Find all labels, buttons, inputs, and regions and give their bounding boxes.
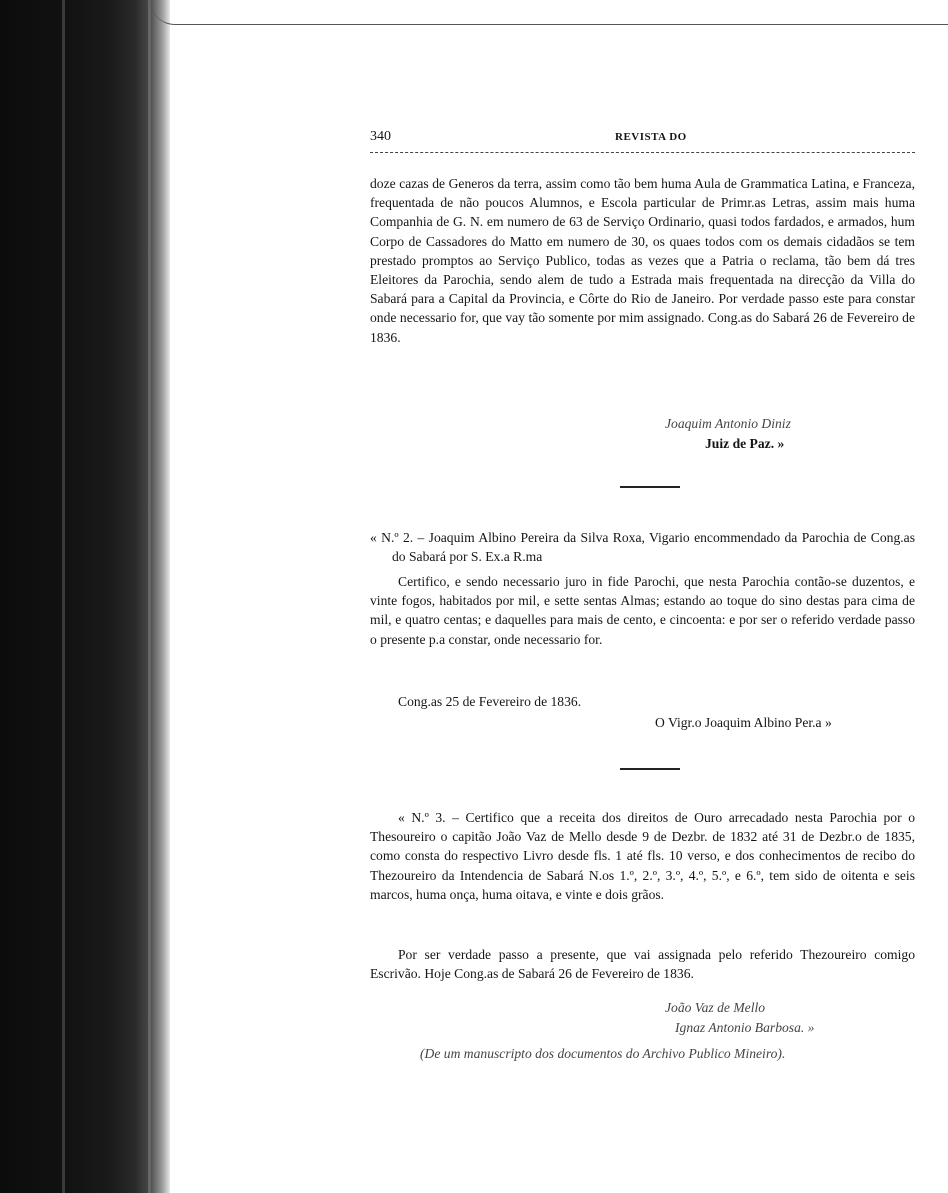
doc3-body-continued: Por ser verdade passo a presente, que vai assignada pelo referido Thezoureiro comigo Escrivão. Hoje Cong.as de Sabará 26 de Fevereiro de 1836. <box>370 947 915 982</box>
doc2-heading: « N.º 2. – Joaquim Albino Pereira da Silva Roxa, Vigario encommendado da Parochia de Cong.as do Sabará por S. Ex.a R.ma <box>370 530 915 565</box>
source-note: (De um manuscripto dos documentos do Archivo Publico Mineiro). <box>420 1046 786 1061</box>
doc2-signature: O Vigr.o Joaquim Albino Per.a » <box>655 715 832 730</box>
doc3-signature-2: Ignaz Antonio Barbosa. » <box>675 1020 815 1035</box>
doc3-body: « N.º 3. – Certifico que a receita dos direitos de Ouro arrecadado nesta Parochia por o Thesoureiro o capitão João Vaz de Mello desde 9 de Dezbr. de 1832 até 31 de Dezbr.o de 1835, como consta do respectivo Livro desde fls. 1 até fls. 10 verso, e dos conhecimentos de recibo do Thezoureiro da Intendencia de Sabará N.os 1.º, 2.º, 3.º, 4.º, 5.º, e 6.º, tem sido de oitenta e seis marcos, huma onça, huma oitava, e vinte e dois grãos. <box>370 810 915 902</box>
section-separator <box>620 486 680 488</box>
gutter-streak <box>62 0 65 1193</box>
gutter-streak <box>148 0 151 1193</box>
running-header <box>370 129 915 149</box>
page-number: 340 <box>370 129 391 144</box>
book-gutter-shadow <box>0 0 170 1193</box>
page <box>370 0 915 1193</box>
doc1-signature-title: Juiz de Paz. » <box>705 436 785 451</box>
header-rule <box>370 152 915 153</box>
running-title: REVISTA DO <box>615 131 687 143</box>
doc1-body: doze cazas de Generos da terra, assim como tão bem huma Aula de Grammatica Latina, e Franceza, frequentada de não poucos Alumnos, e Escola particular de Primr.as Letras, assim mais huma Companhia de G. N. em numero de 63 de Serviço Ordinario, quasi todos fardados, e armados, hum Corpo de Cassadores do Matto em numero de 30, os quaes todos com os demais cidadãos se tem prestado promptos ao Serviço Publico, todas as vezes que a Patria o reclama, tão bem dá tres Eleitores da Parochia, sendo alem de tudo a Estrada mais frequentada na direcção da Villa do Sabará para a Capital da Provincia, e Côrte do Rio de Janeiro. Por verdade passo este para constar onde necessario for, que vay tão somente por mim assignado. Cong.as do Sabará 26 de Fevereiro de 1836. <box>370 176 915 345</box>
doc2-body: Certifico, e sendo necessario juro in fide Parochi, que nesta Parochia contão-se duzentos, e vinte fogos, habitados por mil, e sette sentas Almas; estando ao toque do sino destas para cima de mil, e quatro centas; e daquelles para mais de cento, e cincoenta: e por ser o referido verdade passo o presente p.a constar, onde necessario for. <box>370 574 915 647</box>
doc1-signature-name: Joaquim Antonio Diniz <box>665 416 791 431</box>
doc2-date: Cong.as 25 de Fevereiro de 1836. <box>398 694 582 709</box>
section-separator <box>620 768 680 770</box>
doc3-signature-1: João Vaz de Mello <box>665 1000 766 1015</box>
